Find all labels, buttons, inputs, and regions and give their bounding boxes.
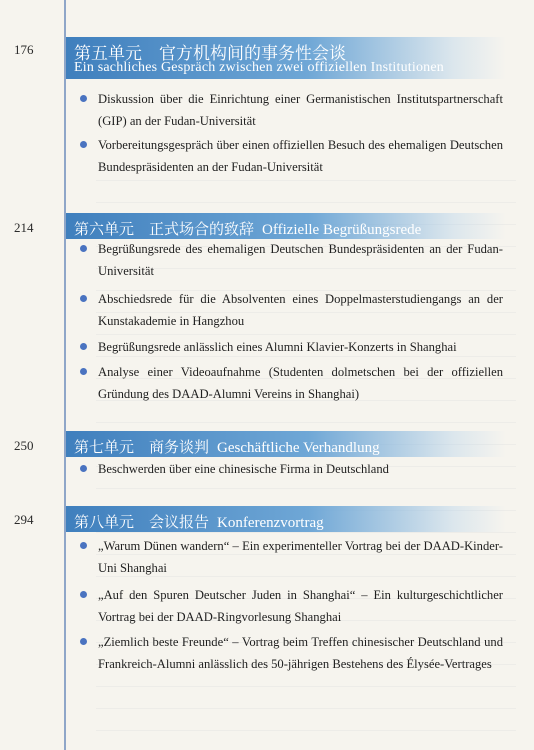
margin-rule <box>64 0 66 750</box>
list-item <box>98 361 503 405</box>
bullet-icon <box>80 591 87 598</box>
list-item-text: „Auf den Spuren Deutscher Juden in Shanghai“ – Ein kulturgeschichtlicher Vortrag bei der DAAD-Ringvorlesung Shanghai <box>98 588 503 624</box>
bullet-icon <box>80 343 87 350</box>
page-number: 176 <box>14 42 34 57</box>
bullet-icon <box>80 465 87 472</box>
list-item-text: Begrüßungsrede anlässlich eines Alumni Klavier-Konzerts in Shanghai <box>98 340 457 354</box>
list-item-text: Beschwerden über eine chinesische Firma in Deutschland <box>98 462 389 476</box>
bullet-icon <box>80 638 87 645</box>
unit-title-de: Offizielle Begrüßungsrede <box>262 222 422 238</box>
list-item <box>98 134 503 178</box>
list-item <box>98 238 503 282</box>
unit-title-de: Ein sachliches Gespräch zwischen zwei offiziellen Institutionen <box>74 60 444 75</box>
bullet-icon <box>80 295 87 302</box>
bullet-icon <box>80 141 87 148</box>
list-item <box>98 631 503 675</box>
unit-title-zh: 第五单元 官方机构间的事务性会谈 <box>74 44 346 63</box>
unit-heading-6 <box>66 213 506 239</box>
list-item-text: Begrüßungsrede des ehemaligen Deutschen Bundespräsidenten an der Fudan-Universität <box>98 242 503 278</box>
list-item <box>98 336 503 358</box>
unit-heading-5 <box>66 37 506 79</box>
bullet-icon <box>80 368 87 375</box>
page-number: 294 <box>14 512 34 527</box>
bullet-icon <box>80 245 87 252</box>
unit-heading-7 <box>66 431 506 457</box>
list-item <box>98 458 503 480</box>
list-item-text: „Warum Dünen wandern“ – Ein experimenteller Vortrag bei der DAAD-Kinder-Uni Shanghai <box>98 539 503 575</box>
list-item-text: Analyse einer Videoaufnahme (Studenten dolmetschen bei der offiziellen Gründung des DAAD-Alumni Vereins in Shanghai) <box>98 365 503 401</box>
list-item-text: Abschiedsrede für die Absolventen eines Doppelmasterstudiengangs an der Kunstakademie in Hangzhou <box>98 292 503 328</box>
unit-title-zh: 第八单元 会议报告 <box>74 515 210 531</box>
page-number: 250 <box>14 438 34 453</box>
unit-heading-8 <box>66 506 506 532</box>
unit-title-de: Konferenzvortrag <box>217 515 324 531</box>
list-item <box>98 288 503 332</box>
list-item <box>98 88 503 132</box>
list-item-text: Diskussion über die Einrichtung einer Germanistischen Institutspartnerschaft (GIP) an der Fudan-Universität <box>98 92 503 128</box>
list-item <box>98 584 503 628</box>
bullet-icon <box>80 542 87 549</box>
bullet-icon <box>80 95 87 102</box>
page-number: 214 <box>14 220 34 235</box>
list-item <box>98 535 503 579</box>
list-item-text: Vorbereitungsgespräch über einen offiziellen Besuch des ehemaligen Deutschen Bundespräsidenten an der Fudan-Universität <box>98 138 503 174</box>
unit-title-zh: 第七单元 商务谈判 <box>74 440 210 456</box>
unit-title-zh: 第六单元 正式场合的致辞 <box>74 222 255 238</box>
unit-title-de: Geschäftliche Verhandlung <box>217 440 380 456</box>
list-item-text: „Ziemlich beste Freunde“ – Vortrag beim Treffen chinesischer Deutschland und Frankreich-Alumni anlässlich des 50-jährigen Bestehens des Élysée-Vertrages <box>98 635 503 671</box>
